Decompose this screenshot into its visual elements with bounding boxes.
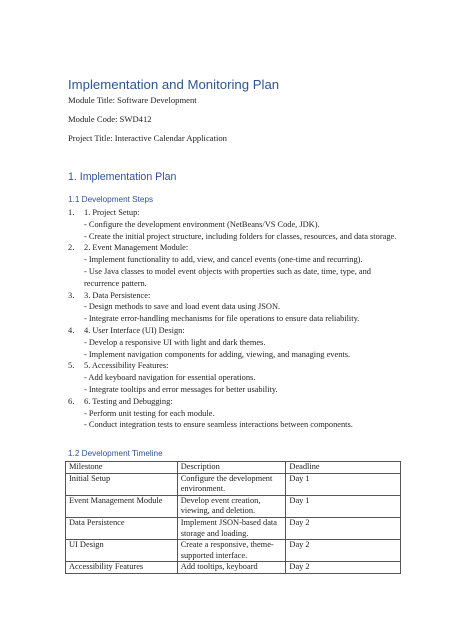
- step-number: 1.: [68, 208, 75, 217]
- deadline-cell: Day 1: [286, 473, 401, 495]
- step-detail: - Integrate tooltips and error messages for better usability.: [84, 384, 278, 394]
- list-item: [68, 290, 408, 325]
- step-title: 1. Project Setup:: [84, 208, 140, 217]
- deadline-cell: Day 2: [286, 562, 401, 574]
- column-header-description: Description: [177, 462, 286, 474]
- section-heading-implementation-plan: 1. Implementation Plan: [68, 171, 177, 183]
- milestone-cell: Event Management Module: [66, 495, 178, 517]
- list-item: [68, 360, 408, 395]
- step-number: 5.: [68, 361, 75, 371]
- development-timeline-table: [65, 461, 401, 574]
- development-steps-list: [68, 207, 408, 431]
- deadline-cell: Day 1: [286, 495, 401, 517]
- description-cell: Implement JSON-based data storage and loading.: [177, 517, 286, 539]
- step-title: 5. Accessibility Features:: [84, 361, 169, 371]
- project-title: Project Title: Interactive Calendar Application: [68, 133, 227, 143]
- document-title: Implementation and Monitoring Plan: [68, 77, 280, 92]
- table-row: [66, 495, 401, 517]
- step-title: 6. Testing and Debugging:: [84, 396, 173, 406]
- subsection-heading-development-timeline: 1.2 Development Timeline: [68, 449, 163, 458]
- module-title: Module Title: Software Development: [68, 95, 197, 105]
- milestone-cell: UI Design: [66, 540, 178, 562]
- step-title: 3. Data Persistence:: [84, 290, 151, 300]
- column-header-deadline: Deadline: [286, 462, 401, 474]
- deadline-cell: Day 2: [286, 540, 401, 562]
- table-row: [66, 562, 401, 574]
- list-item: [68, 242, 408, 289]
- step-number: 2.: [68, 243, 75, 253]
- step-detail: - Add keyboard navigation for essential operations.: [84, 373, 256, 383]
- module-code: Module Code: SWD412: [68, 114, 152, 124]
- subsection-heading-development-steps: 1.1 Development Steps: [68, 195, 154, 204]
- step-detail: - Develop a responsive UI with light and dark themes.: [84, 337, 266, 347]
- description-cell: Develop event creation, viewing, and deletion.: [177, 495, 286, 517]
- step-number: 6.: [68, 396, 75, 406]
- milestone-cell: Data Persistence: [66, 517, 178, 539]
- list-item: [68, 207, 408, 242]
- table-row: [66, 473, 401, 495]
- deadline-cell: Day 2: [286, 517, 401, 539]
- column-header-milestone: Milestone: [66, 462, 178, 474]
- step-detail: - Conduct integration tests to ensure seamless interactions between components.: [84, 420, 353, 430]
- step-detail: - Perform unit testing for each module.: [84, 408, 215, 418]
- description-cell: Configure the development environment.: [177, 473, 286, 495]
- step-detail: - Integrate error-handling mechanisms for file operations to ensure data reliability.: [84, 314, 360, 324]
- step-number: 4.: [68, 325, 75, 335]
- description-cell: Add tooltips, keyboard: [177, 562, 286, 574]
- step-detail: - Configure the development environment (NetBeans/VS Code, JDK).: [84, 219, 320, 229]
- table-row: [66, 540, 401, 562]
- milestone-cell: Accessibility Features: [66, 562, 178, 574]
- description-cell: Create a responsive, theme-supported interface.: [177, 540, 286, 562]
- step-detail: - Create the initial project structure, including folders for classes, resources, and data storage.: [84, 231, 397, 241]
- list-item: [68, 396, 408, 431]
- step-number: 3.: [68, 290, 75, 300]
- step-detail: - Use Java classes to model event objects with properties such as date, time, type, and recurrence pattern.: [84, 266, 371, 288]
- table-row: [66, 517, 401, 539]
- list-item: [68, 325, 408, 360]
- milestone-cell: Initial Setup: [66, 473, 178, 495]
- table-header-row: [66, 462, 401, 474]
- step-title: 2. Event Management Module:: [84, 243, 189, 253]
- step-detail: - Implement navigation components for adding, viewing, and managing events.: [84, 349, 351, 359]
- step-detail: - Implement functionality to add, view, and cancel events (one-time and recurring).: [84, 255, 363, 265]
- step-detail: - Design methods to save and load event data using JSON.: [84, 302, 281, 312]
- step-title: 4. User Interface (UI) Design:: [84, 325, 185, 335]
